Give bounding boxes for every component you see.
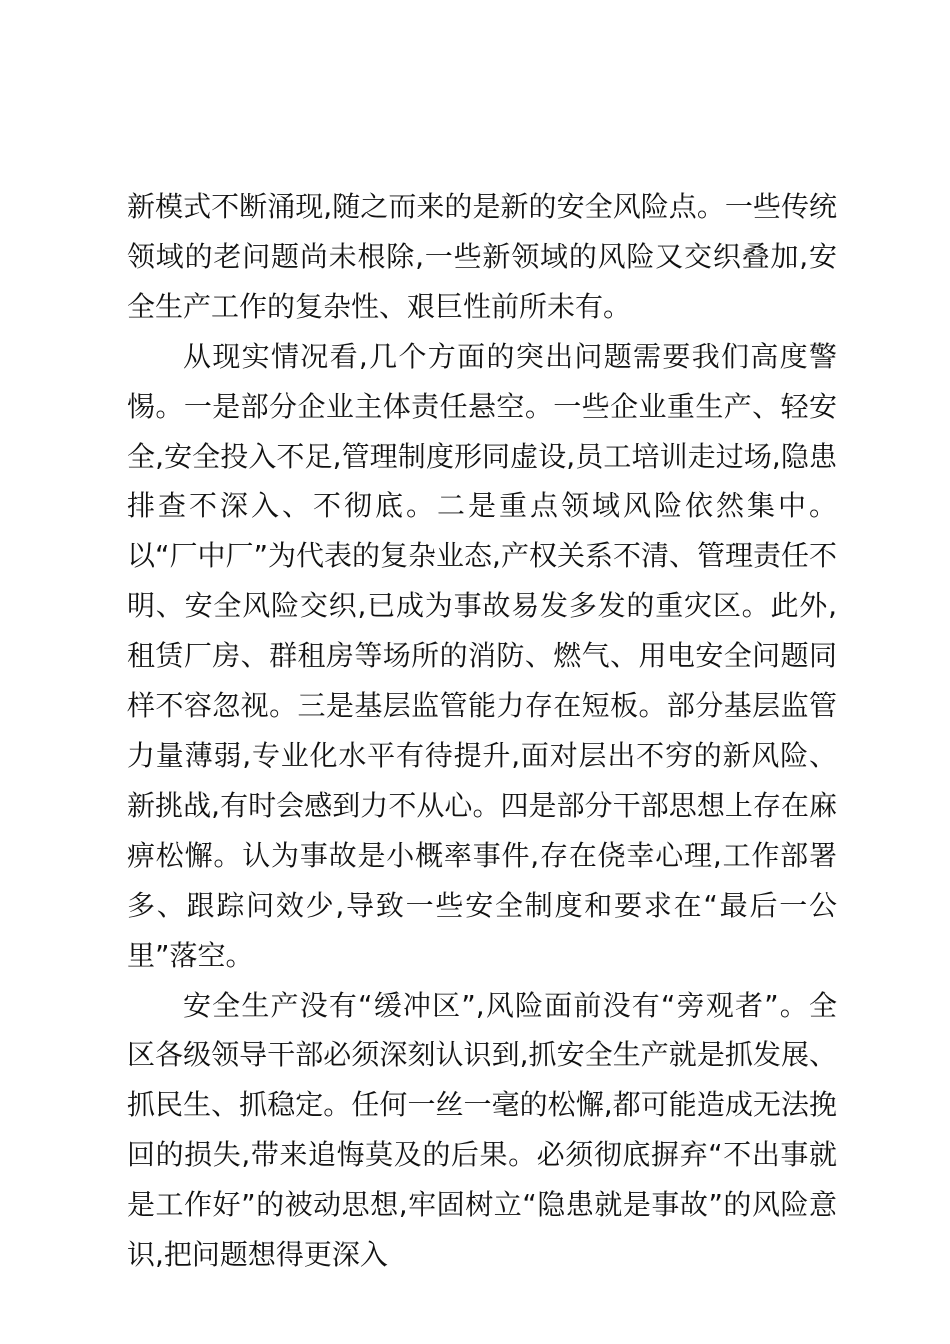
paragraph-2: 从现实情况看,几个方面的突出问题需要我们高度警惕。一是部分企业主体责任悬空。一些企业重生产、轻安全,安全投入不足,管理制度形同虚设,员工培训走过场,隐患排查不深入、不彻底。二是重点领域风险依然集中。以“厂中厂”为代表的复杂业态,产权关系不清、管理责任不明、安全风险交织,已成为事故易发多发的重灾区。此外,租赁厂房、群租房等场所的消防、燃气、用电安全问题同样不容忽视。三是基层监管能力存在短板。部分基层监管力量薄弱,专业化水平有待提升,面对层出不穷的新风险、新挑战,有时会感到力不从心。四是部分干部思想上存在麻痹松懈。认为事故是小概率事件,存在侥幸心理,工作部署多、跟踪问效少,导致一些安全制度和要求在“最后一公里”落空。 (127, 339, 837, 972)
document-body (127, 182, 837, 1280)
paragraph-3: 安全生产没有“缓冲区”,风险面前没有“旁观者”。全区各级领导干部必须深刻认识到,抓安全生产就是抓发展、抓民生、抓稳定。任何一丝一毫的松懈,都可能造成无法挽回的损失,带来追悔莫及的后果。必须彻底摒弃“不出事就是工作好”的被动思想,牢固树立“隐患就是事故”的风险意识,把问题想得更深入 (127, 988, 837, 1272)
paragraph-1: 新模式不断涌现,随之而来的是新的安全风险点。一些传统领域的老问题尚未根除,一些新领域的风险又交织叠加,安全生产工作的复杂性、艰巨性前所未有。 (127, 190, 837, 323)
